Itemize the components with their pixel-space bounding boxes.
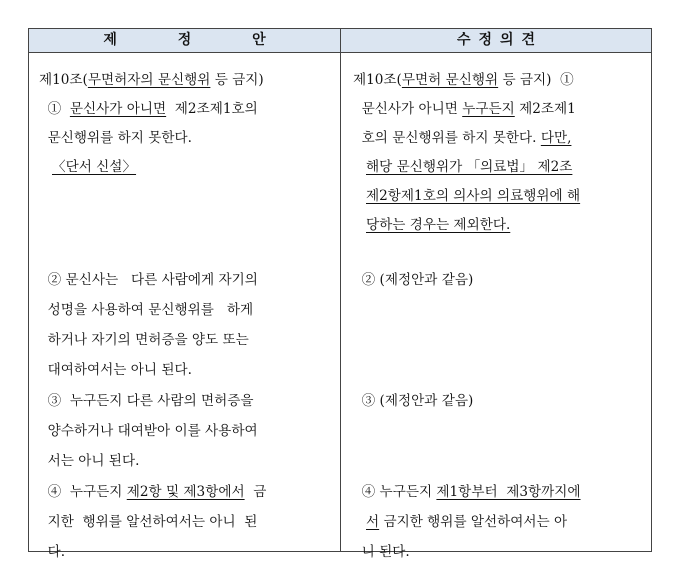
- paragraph-2-line: 하거나 자기의 면허증을 양도 또는: [39, 332, 249, 348]
- paragraph-4-line: 니 된다.: [353, 544, 410, 560]
- paragraph-1-line: 당하는 경우는 제외한다.: [366, 217, 511, 233]
- paragraph-4-line: ④ 누구든지 제2항 및 제3항에서 금: [39, 484, 267, 500]
- column-divider: [340, 29, 341, 551]
- paragraph-1-line: 제2항제1호의 의사의 의료행위에 해: [366, 188, 581, 204]
- paragraph-4-line: 지한 행위를 알선하여서는 아니 된: [39, 514, 258, 530]
- article-title: 제10조(무면허 문신행위 등 금지) ①: [353, 72, 574, 88]
- paragraph-2-line: ② (제정안과 같음): [353, 272, 474, 288]
- comparison-table: [28, 28, 652, 560]
- paragraph-2-line: 성명을 사용하여 문신행위를 하게: [39, 302, 254, 318]
- paragraph-2-line: ② 문신사는 다른 사람에게 자기의: [39, 272, 258, 288]
- paragraph-1-line: 문신사가 아니면 누구든지 제2조제1: [353, 101, 576, 117]
- paragraph-3-line: ③ 누구든지 다른 사람의 면허증을: [39, 393, 254, 409]
- header-draft: 제 정 안: [103, 32, 294, 48]
- paragraph-3-line: 서는 아니 된다.: [39, 453, 140, 469]
- paragraph-3-line: ③ (제정안과 같음): [353, 393, 474, 409]
- paragraph-3-line: 양수하거나 대여받아 이를 사용하여: [39, 423, 258, 439]
- paragraph-1-line: 호의 문신행위를 하지 못한다. 다만,: [353, 130, 572, 146]
- paragraph-4-line: ④ 누구든지 제1항부터 제3항까지에: [353, 484, 581, 500]
- paragraph-2-line: 대여하여서는 아니 된다.: [39, 362, 192, 378]
- paragraph-4-line: 다.: [39, 544, 66, 560]
- paragraph-4-line: 서 금지한 행위를 알선하여서는 아: [366, 514, 568, 530]
- paragraph-1-line: 해당 문신행위가 「의료법」 제2조: [366, 159, 573, 175]
- header-revision-opinion: 수정의견: [456, 32, 544, 48]
- article-title: 제10조(무면허자의 문신행위 등 금지): [39, 72, 264, 88]
- proviso-new-note: 〈단서 신설〉: [52, 159, 137, 175]
- paragraph-1-line: 문신행위를 하지 못한다.: [39, 130, 192, 146]
- paragraph-1-line: ① 문신사가 아니면 제2조제1호의: [39, 101, 258, 117]
